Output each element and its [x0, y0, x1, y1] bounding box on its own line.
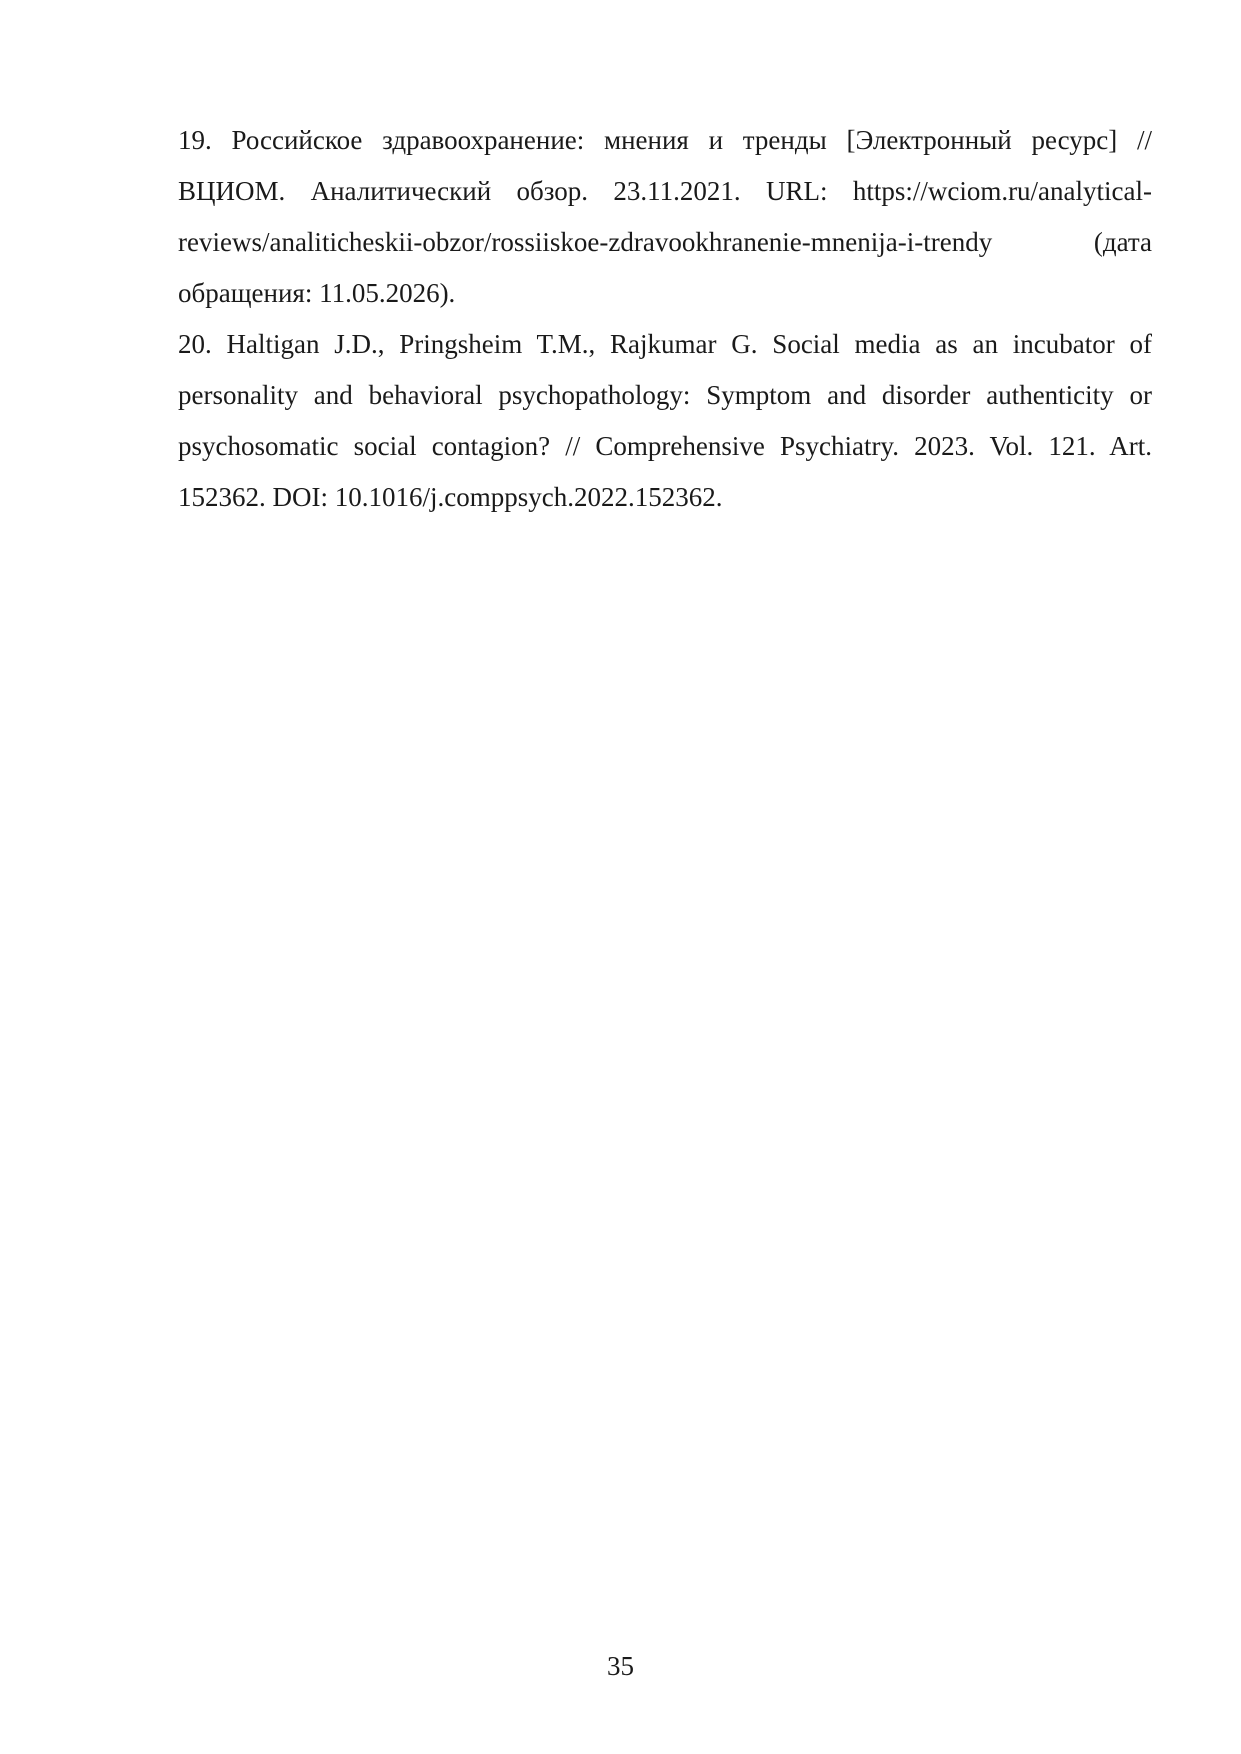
page-number: 35: [607, 1651, 634, 1681]
reference-item-20: 20. Haltigan J.D., Pringsheim T.M., Rajkumar G. Social media as an incubator of personality and behavioral psychopathology: Symptom and disorder authenticity or psychosomatic social contagion? // Comprehensive Psychiatry. 2023. Vol. 121. Art. 152362. DOI: 10.1016/j.comppsych.2022.152362.: [178, 329, 1152, 512]
reference-list: [178, 115, 1152, 523]
reference-item-19: 19. Российское здравоохранение: мнения и тренды [Электронный ресурс] // ВЦИОМ. Аналитический обзор. 23.11.2021. URL: https://wciom.ru/analytical-reviews/analiticheskii-obzor/rossiiskoe-zdravookhranenie-mnenija-i-trendy (дата обращения: 11.05.2026).: [178, 125, 1152, 308]
